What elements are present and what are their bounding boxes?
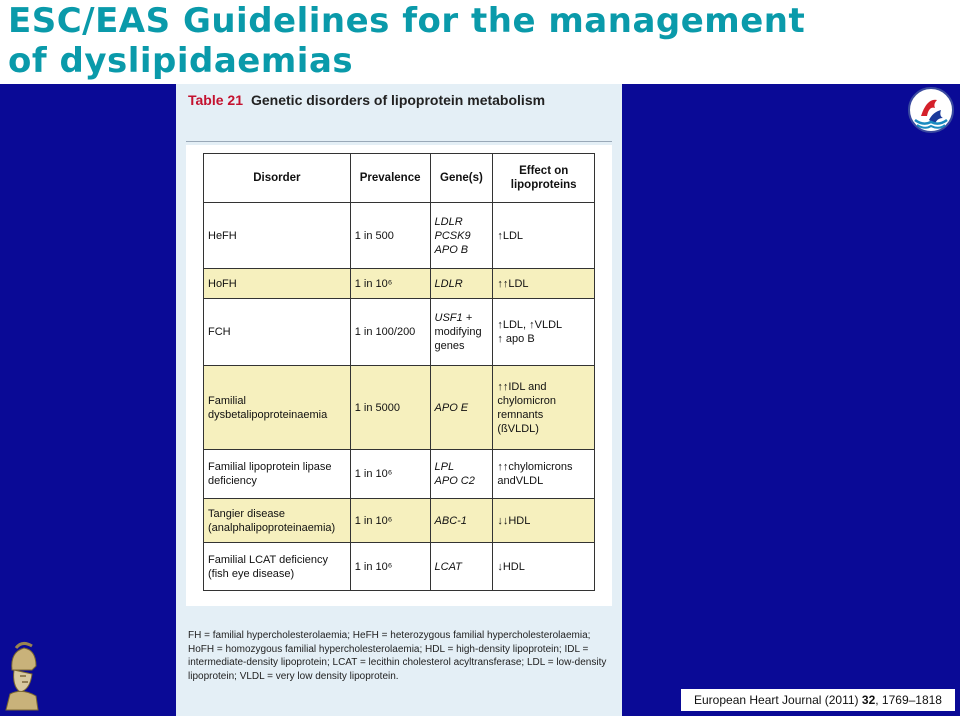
table-row — [204, 366, 595, 450]
cell-prevalence: 1 in 5000 — [350, 366, 430, 450]
slide-title — [8, 0, 958, 84]
cell-effect: ↓↓HDL — [493, 499, 595, 543]
cell-genes: LDLR PCSK9 APO B — [430, 203, 493, 269]
cell-effect: ↑↑IDL and chylomicron remnants (ßVLDL) — [493, 366, 595, 450]
cell-prevalence: 1 in 500 — [350, 203, 430, 269]
cell-disorder: Familial LCAT deficiency (fish eye disease) — [204, 543, 351, 591]
header-prevalence: Prevalence — [350, 154, 430, 203]
cell-genes: LDLR — [430, 269, 493, 299]
table-row — [204, 450, 595, 499]
genetic-disorders-table — [203, 153, 595, 591]
table-row — [204, 299, 595, 366]
reference-volume: 32 — [861, 693, 876, 707]
cell-prevalence: 1 in 10⁶ — [350, 543, 430, 591]
slide-title-line-1: ESC/EAS Guidelines for the management — [8, 1, 806, 41]
cell-disorder: FCH — [204, 299, 351, 366]
table-row — [204, 203, 595, 269]
athena-helmet-logo-icon — [2, 640, 42, 712]
cell-prevalence: 1 in 10⁶ — [350, 269, 430, 299]
cell-genes: ABC-1 — [430, 499, 493, 543]
cell-disorder: Familial lipoprotein lipase deficiency — [204, 450, 351, 499]
caption-divider — [186, 141, 612, 142]
cell-effect: ↑↑LDL — [493, 269, 595, 299]
cell-effect: ↑LDL — [493, 203, 595, 269]
header-genes: Gene(s) — [430, 154, 493, 203]
cell-genes: LCAT — [430, 543, 493, 591]
cell-prevalence: 1 in 100/200 — [350, 299, 430, 366]
table-row — [204, 269, 595, 299]
table-caption-text: Genetic disorders of lipoprotein metabolism — [251, 92, 546, 108]
cell-genes: LPL APO C2 — [430, 450, 493, 499]
cell-effect: ↓HDL — [493, 543, 595, 591]
table-container — [186, 145, 612, 606]
esc-logo-icon — [907, 86, 955, 134]
cell-effect: ↑LDL, ↑VLDL ↑ apo B — [493, 299, 595, 366]
cell-genes: USF1 + modifying genes — [430, 299, 493, 366]
cell-disorder: HeFH — [204, 203, 351, 269]
cell-prevalence: 1 in 10⁶ — [350, 499, 430, 543]
slide-title-line-2: of dyslipidaemias — [8, 41, 354, 81]
table-panel — [176, 84, 622, 716]
cell-genes: APO E — [430, 366, 493, 450]
cell-disorder: Familial dysbetalipoproteinaemia — [204, 366, 351, 450]
header-disorder: Disorder — [204, 154, 351, 203]
cell-prevalence: 1 in 10⁶ — [350, 450, 430, 499]
table-row — [204, 543, 595, 591]
table-caption — [188, 90, 608, 110]
table-header-row — [204, 154, 595, 203]
reference-prefix: European Heart Journal (2011) — [694, 693, 862, 707]
table-footnote: FH = familial hypercholesterolaemia; HeFH = heterozygous familial hypercholesterolaemia; HoFH = homozygous familial hypercholesterolaemia; HDL = high-density lipoprotein; IDL = intermediate-density lipoprotein; LCAT = lecithin cholesterol acyltransferase; LDL = low-density lipoprotein; VLDL = very low density lipoprotein. — [188, 630, 607, 682]
journal-reference — [681, 689, 955, 711]
table-number: Table 21 — [188, 92, 243, 108]
cell-effect: ↑↑chylomicrons andVLDL — [493, 450, 595, 499]
cell-disorder: HoFH — [204, 269, 351, 299]
cell-disorder: Tangier disease (analphalipoproteinaemia) — [204, 499, 351, 543]
table-row — [204, 499, 595, 543]
header-effect: Effect on lipoproteins — [493, 154, 595, 203]
reference-pages: , 1769–1818 — [875, 693, 942, 707]
